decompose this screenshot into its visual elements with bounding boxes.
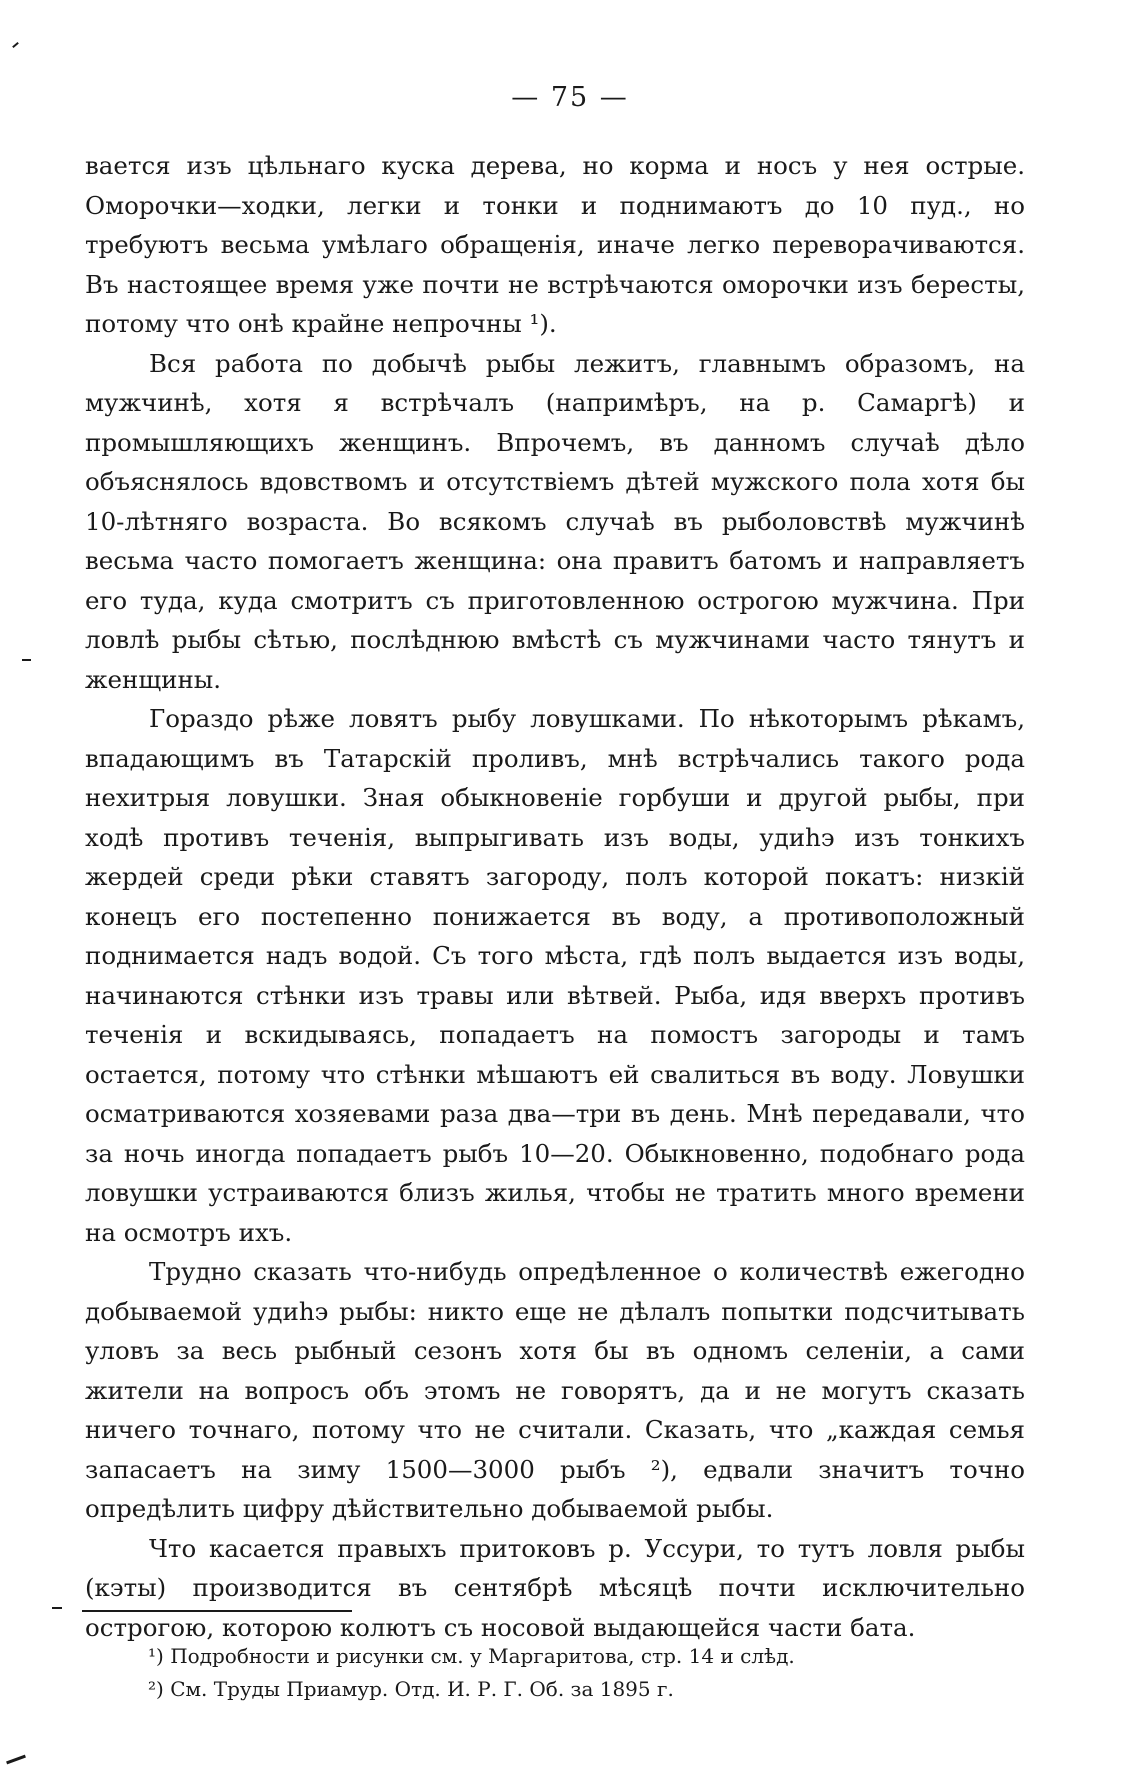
scan-mark-left-2 [52,1607,62,1609]
paragraph-3: Гораздо рѣже ловятъ рыбу ловушками. По нѣкоторымъ рѣкамъ, впадающимъ въ Татарскій проливъ, мнѣ встрѣчались такого рода нехитрыя ловушки. Зная обыкновеніе горбуши и другой рыбы, при ходѣ противъ теченія, выпрыгивать изъ воды, удиһэ изъ тонкихъ жердей среди рѣки ставятъ загороду, полъ которой покатъ: низкій конецъ его постепенно понижается въ воду, а противоположный поднимается надъ водой. Съ того мѣста, гдѣ полъ выдается изъ воды, начинаются стѣнки изъ травы или вѣтвей. Рыба, идя вверхъ противъ теченія и вскидываясь, попадаетъ на помостъ загороды и тамъ остается, потому что стѣнки мѣшаютъ ей свалиться въ воду. Ловушки осматриваются хозяевами раза два—три въ день. Мнѣ передавали, что за ночь иногда попадаетъ рыбъ 10—20. Обыкновенно, подобнаго рода ловушки устраиваются близъ жилья, чтобы не тратить много времени на осмотръ ихъ. [85,704,1025,1247]
paragraph-2: Вся работа по добычѣ рыбы лежитъ, главнымъ образомъ, на мужчинѣ, хотя я встрѣчалъ (напримѣръ, на р. Самаргѣ) и промышляющихъ женщинъ. Впрочемъ, въ данномъ случаѣ дѣло объяснялось вдовствомъ и отсутствіемъ дѣтей мужского пола хотя бы 10-лѣтняго возраста. Во всякомъ случаѣ въ рыболовствѣ мужчинѣ весьма часто помогаетъ женщина: она правитъ батомъ и направляетъ его туда, куда смотритъ съ приготовленною острогою мужчина. При ловлѣ рыбы сѣтью, послѣднюю вмѣстѣ съ мужчинами часто тянутъ и женщины. [85,348,1025,694]
paragraph-4: Трудно сказать что-нибудь опредѣленное о количествѣ ежегодно добываемой удиһэ рыбы: никто еще не дѣлалъ попытки подсчитывать уловъ за весь рыбный сезонъ хотя бы въ одномъ селеніи, а сами жители на вопросъ объ этомъ не говорятъ, да и не могутъ сказать ничего точнаго, потому что не считали. Сказать, что „каждая семья запасаетъ на зиму 1500—3000 рыбъ ²), едвали значитъ точно опредѣлить цифру дѣйствительно добываемой рыбы. [85,1257,1025,1523]
paragraph-5: Что касается правыхъ притоковъ р. Уссури, то тутъ ловля рыбы (кэты) производится въ сентябрѣ мѣсяцѣ почти исключительно острогою, которою колютъ съ носовой выдающейся части бата. [85,1533,1025,1642]
footnote-2-mark: ²) [148,1677,164,1701]
footnotes [148,1640,1018,1706]
footnote-1 [148,1640,1018,1673]
footnote-divider [82,1610,352,1612]
scan-mark-left-1 [22,659,31,661]
page-number: — 75 — [511,82,629,113]
paragraph-1: вается изъ цѣльнаго куска дерева, но корма и носъ у нея острые. Оморочки—ходки, легки и тонки и поднимаютъ до 10 пуд., но требуютъ весьма умѣлаго обращенія, иначе легко переворачиваются. Въ настоящее время уже почти не встрѣчаются оморочки изъ бересты, потому что онѣ крайне непрочны ¹). [85,151,1025,338]
footnote-1-text: Подробности и рисунки см. у Маргаритова, стр. 14 и слѣд. [170,1644,795,1668]
scan-mark-top-left [12,42,19,48]
footnote-2 [148,1673,1018,1706]
footnote-1-mark: ¹) [148,1644,164,1668]
body-text [85,146,1025,1647]
footnote-2-text: См. Труды Приамур. Отд. И. Р. Г. Об. за 1895 г. [170,1677,674,1701]
scan-mark-bottom-left [6,1755,26,1765]
